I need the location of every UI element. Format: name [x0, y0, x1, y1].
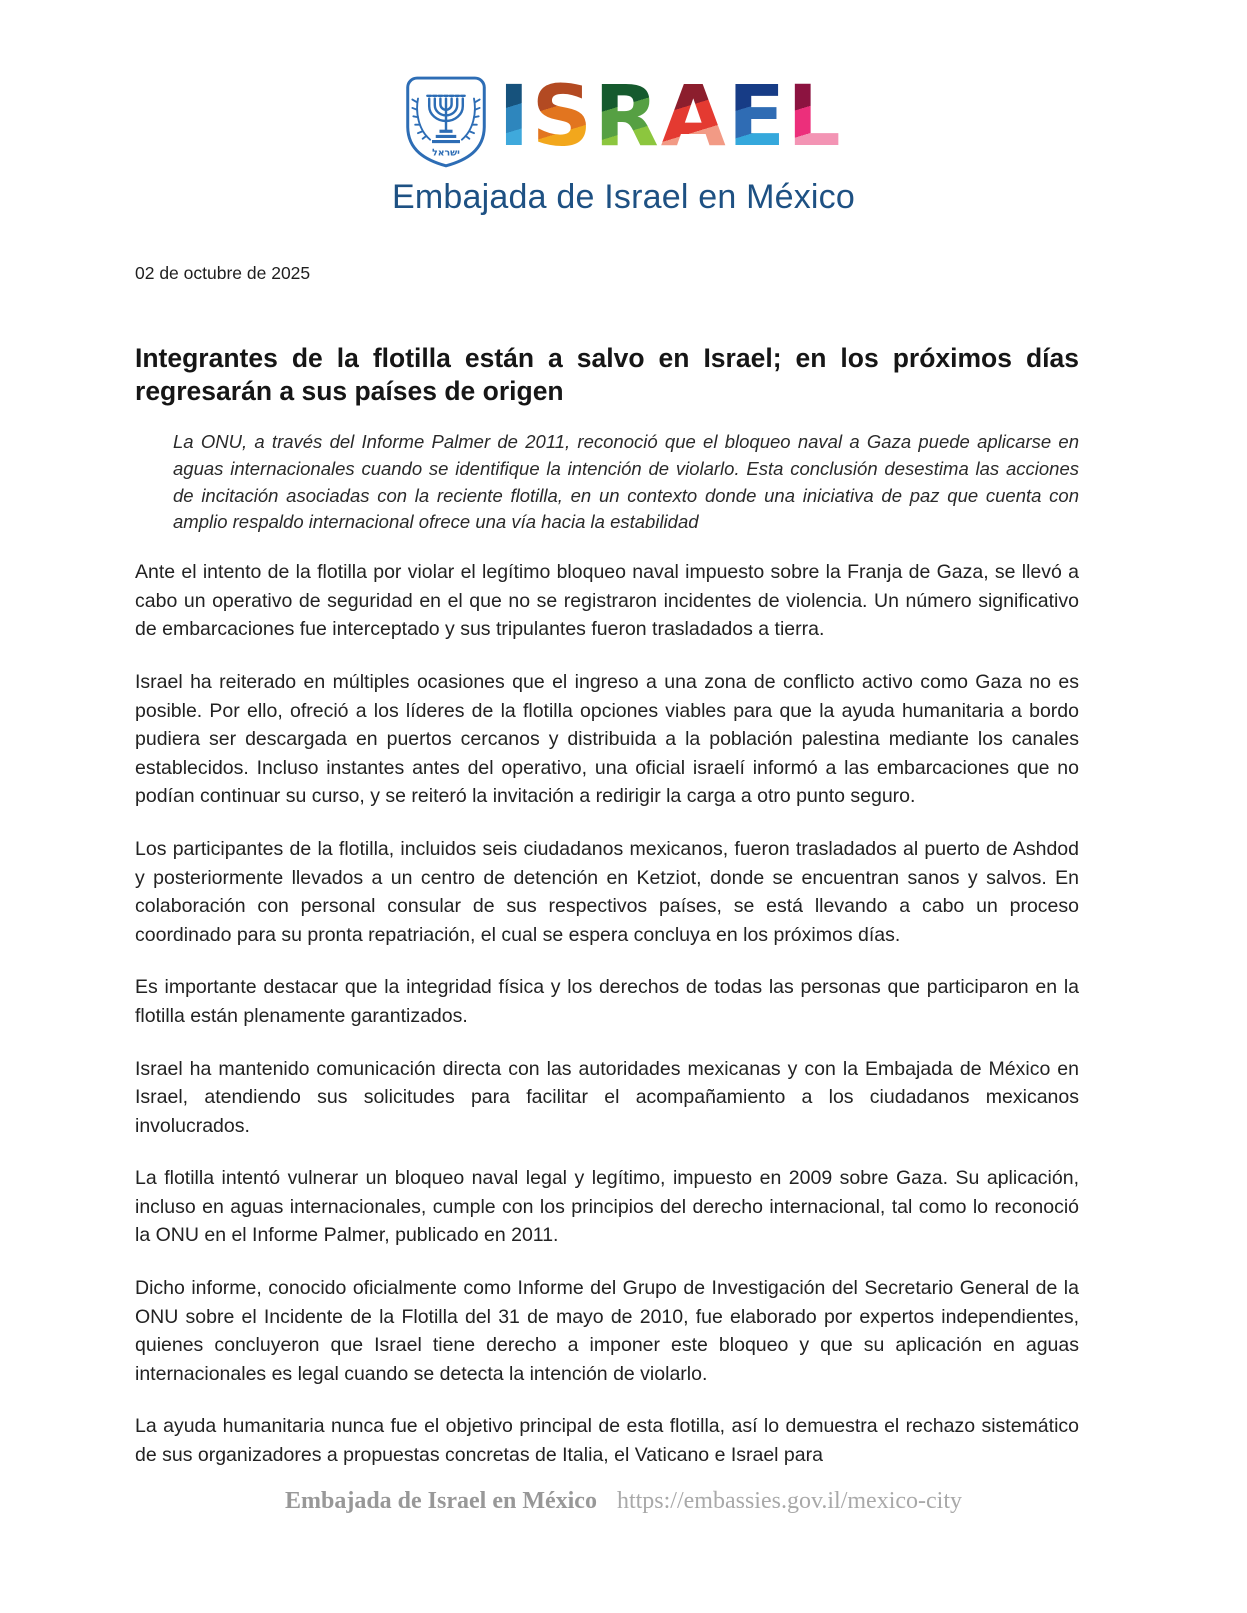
wordmark-letter: E	[727, 67, 788, 165]
wordmark-letter: S	[531, 67, 595, 165]
paragraph: Dicho informe, conocido oficialmente como Informe del Grupo de Investigación del Secretario General de la ONU sobre el Incidente de la Flotilla del 31 de mayo de 2010, fue elaborado por expertos independientes, quienes concluyeron que Israel tiene derecho a imponer este bloqueo y que su aplicación en aguas internacionales es legal cuando se detecta la intención de violarlo.	[135, 1277, 1079, 1385]
paragraph-list	[135, 558, 1079, 1469]
wordmark-letter: I	[498, 67, 532, 165]
footer-site-name: Embajada de Israel en México	[284, 1488, 597, 1514]
lead-summary: La ONU, a través del Informe Palmer de 2011, reconoció que el bloqueo naval a Gaza puede aplicarse en aguas internacionales cuando se identifique la intención de violarlo. Esta conclusión desestima las acciones de incitación asociadas con la reciente flotilla, en un contexto donde una iniciativa de paz que cuenta con amplio respaldo internacional ofrece una vía hacia la estabilidad	[173, 431, 1079, 533]
emblem-hebrew-text: ישראל	[432, 147, 461, 159]
israel-logo	[404, 67, 843, 168]
paragraph: La flotilla intentó vulnerar un bloqueo naval legal y legítimo, impuesto en 2009 sobre Gaza. Su aplicación, incluso en aguas internacionales, cumple con los principios del derecho internacional, tal como lo reconoció la ONU en el Informe Palmer, publicado en 2011.	[135, 1167, 1079, 1247]
wordmark-letter: R	[594, 67, 661, 165]
embassy-letterhead	[0, 0, 1247, 217]
wordmark-letter: L	[787, 67, 843, 165]
footer-site-url: https://embassies.gov.il/mexico-city	[616, 1488, 963, 1514]
embassy-name: Embajada de Israel en México	[392, 178, 855, 216]
press-release-body	[0, 263, 1247, 1470]
paragraph: Es importante destacar que la integridad física y los derechos de todas las personas que participaron en la flotilla están plenamente garantizados.	[135, 976, 1079, 1027]
document-title: Integrantes de la flotilla están a salvo en Israel; en los próximos días regresarán a sus países de origen	[135, 343, 1079, 406]
paragraph: Los participantes de la flotilla, incluidos seis ciudadanos mexicanos, fueron trasladados al puerto de Ashdod y posteriormente llevados a un centro de detención en Ketziot, donde se encuentran sanos y salvos. En colaboración con personal consular de sus respectivos países, se está llevando a cabo un proceso coordinado para su pronta repatriación, el cual se espera concluya en los próximos días.	[135, 837, 1079, 946]
page-footer	[0, 1488, 1247, 1515]
paragraph: Israel ha reiterado en múltiples ocasiones que el ingreso a una zona de conflicto activo como Gaza no es posible. Por ello, ofreció a los líderes de la flotilla opciones viables para que la ayuda humanitaria a bordo pudiera ser descargada en puertos cercanos y distribuida a la población palestina mediante los canales establecidos. Incluso instantes antes del operativo, una oficial israelí informó a las embarcaciones que no podían continuar su curso, y se reiteró la invitación a redirigir la carga a otro punto seguro.	[135, 670, 1079, 808]
paragraph: Israel ha mantenido comunicación directa con las autoridades mexicanas y con la Embajada de México en Israel, atendiendo sus solicitudes para facilitar el acompañamiento a los ciudadanos mexicanos involucrados.	[135, 1057, 1079, 1137]
wordmark-letter: A	[660, 67, 728, 165]
paragraph: La ayuda humanitaria nunca fue el objetivo principal de esta flotilla, así lo demuestra el rechazo sistemático de sus organizadores a propuestas concretas de Italia, el Vaticano e Israel para	[135, 1415, 1079, 1467]
paragraph: Ante el intento de la flotilla por violar el legítimo bloqueo naval impuesto sobre la Franja de Gaza, se llevó a cabo un operativo de seguridad en el que no se registraron incidentes de violencia. Un número significativo de embarcaciones fue interceptado y sus tripulantes fueron trasladados a tierra.	[135, 561, 1079, 641]
document-date: 02 de octubre de 2025	[135, 263, 311, 283]
israel-state-emblem-icon	[404, 74, 488, 168]
israel-wordmark	[498, 67, 843, 165]
